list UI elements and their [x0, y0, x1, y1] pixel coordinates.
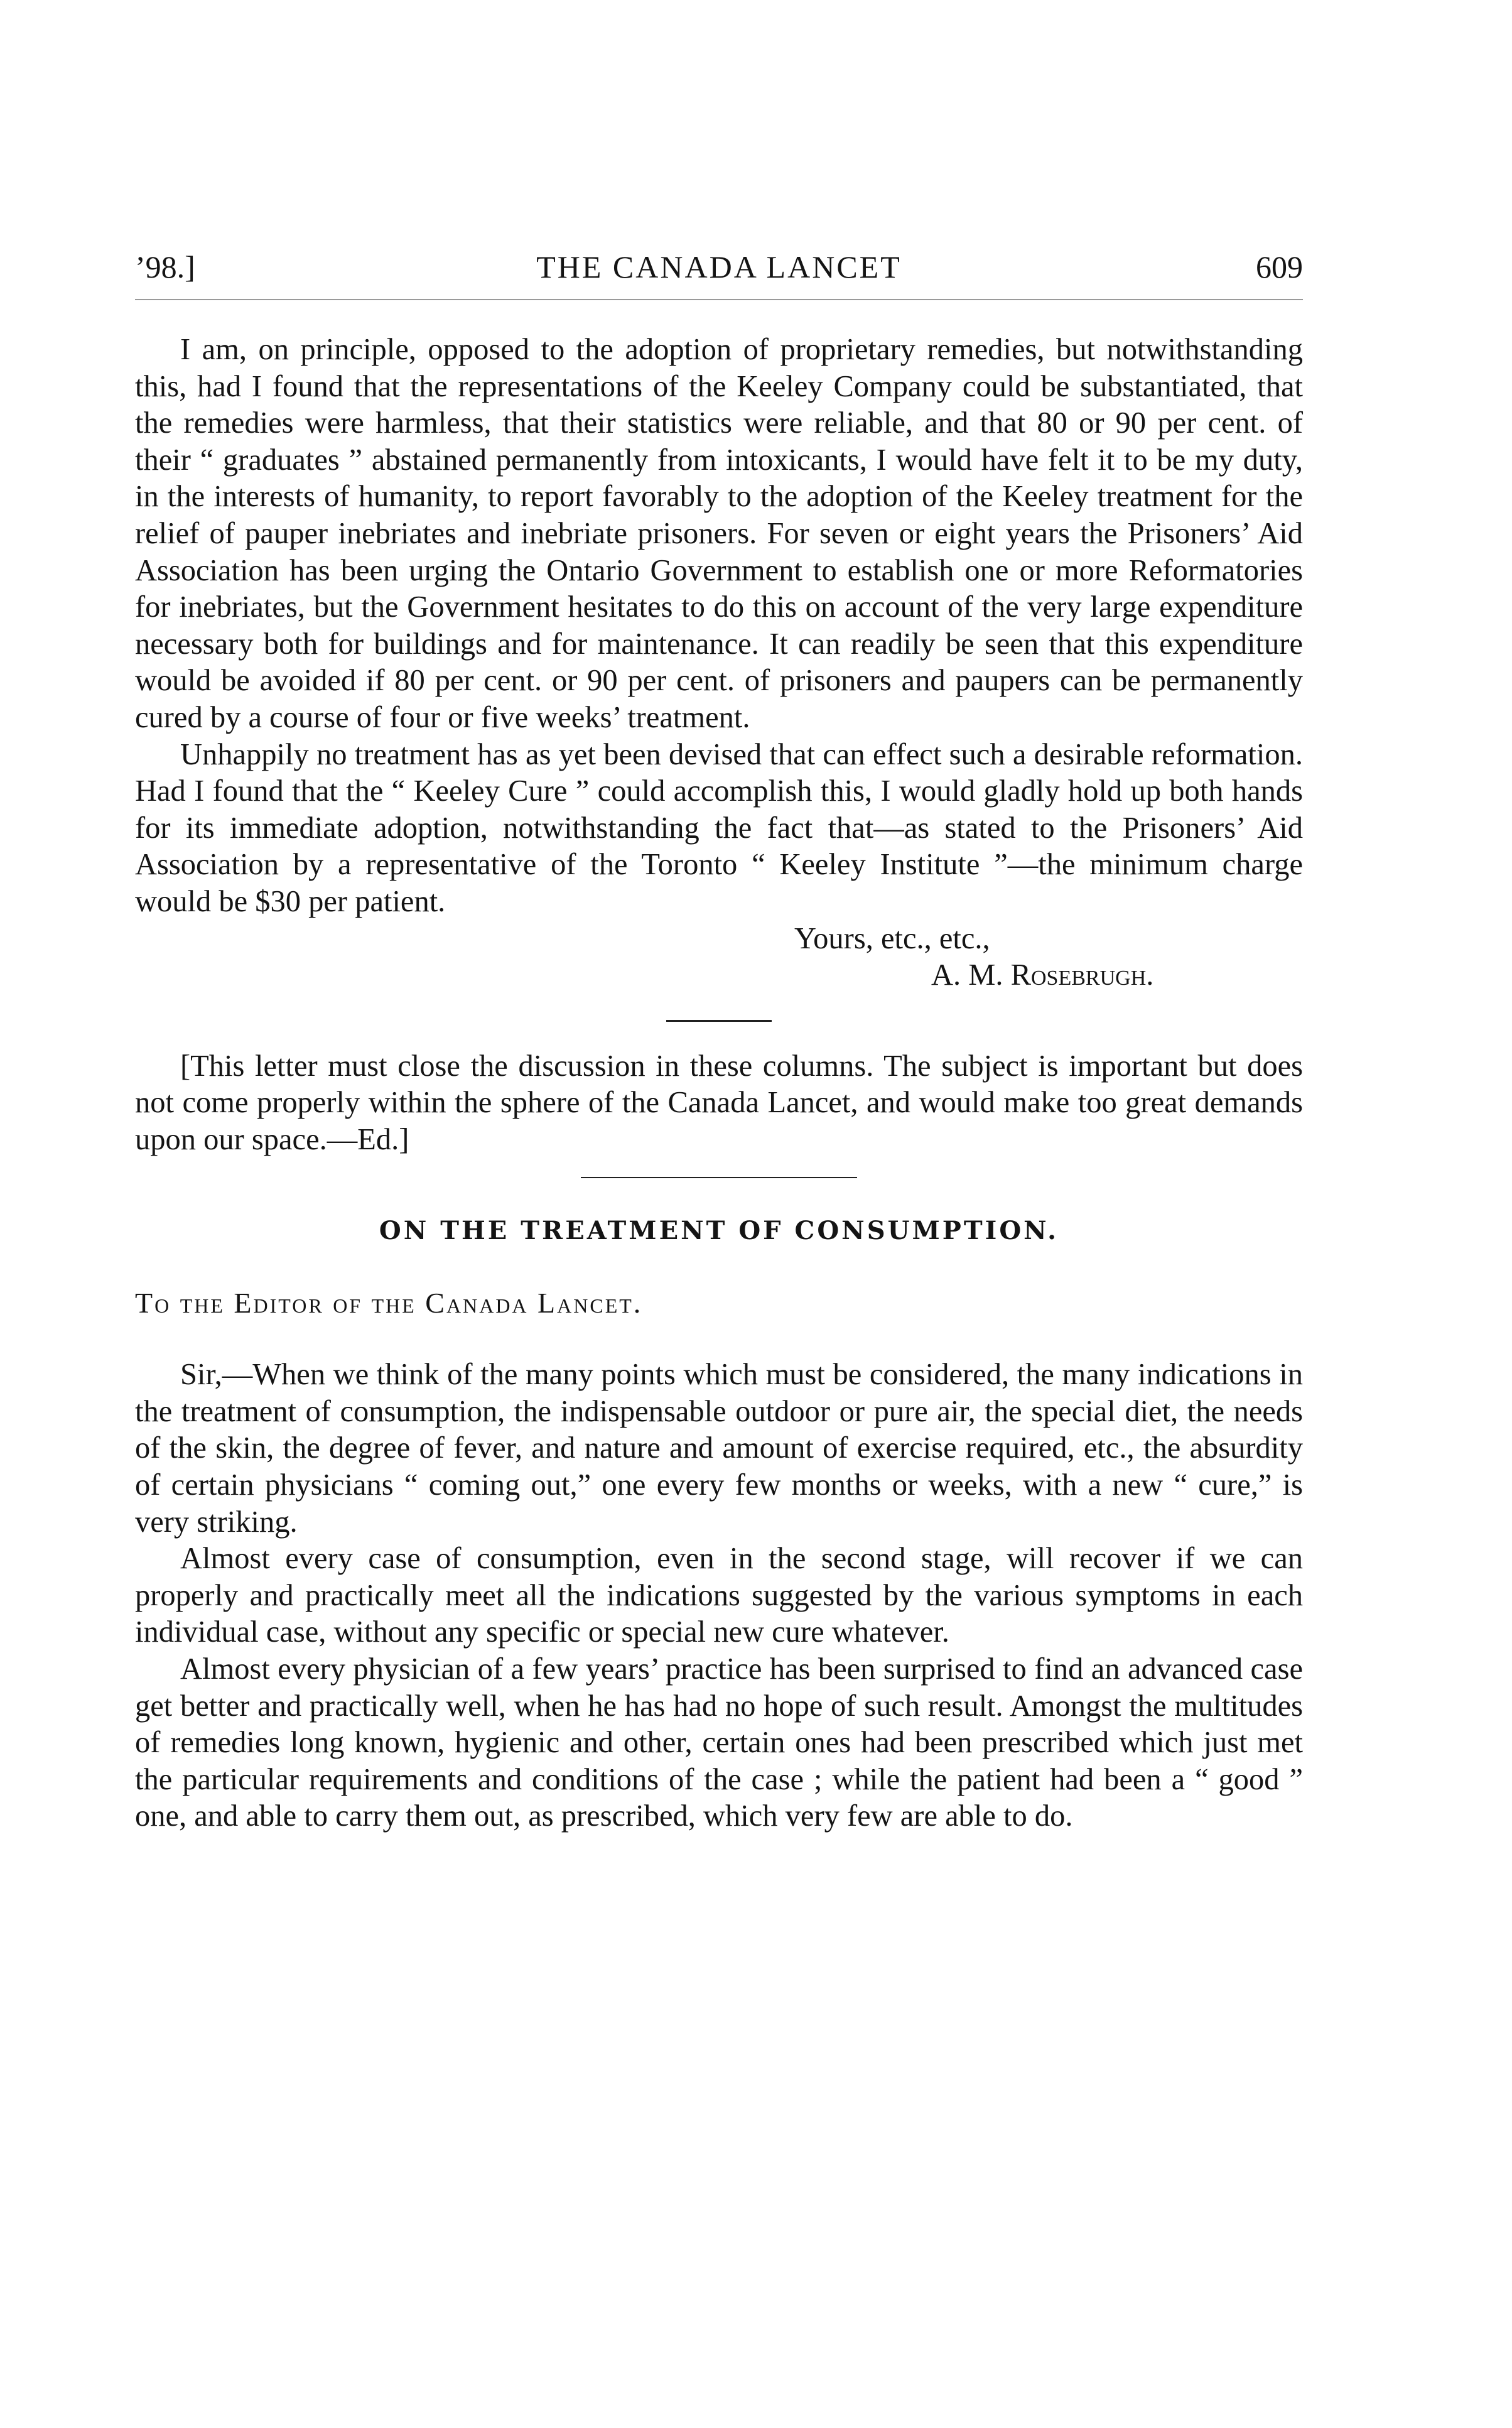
- article-body: [135, 1357, 1303, 1835]
- section-divider: [666, 1020, 772, 1022]
- editor-note: [135, 1048, 1303, 1159]
- article-paragraph: Almost every physician of a few years’ practice has been surprised to find an advanced case get better and practically well, when he has had no hope of such result. Amongst the multitudes of remedies long known, hygienic and other, certain ones had been prescribed which just met the particular requirements and conditions of the case ; while the patient had been a “ good ” one, and able to carry them out, as prescribed, which very few are able to do.: [135, 1652, 1303, 1833]
- header-volume-year: ’98.]: [135, 249, 195, 285]
- article-paragraph: Almost every case of consumption, even in the second stage, will recover if we can properly and practically meet all the indications suggested by the various symptoms in each individual case, without any specific or special new cure whatever.: [135, 1542, 1303, 1649]
- letter-continuation: [135, 332, 1303, 921]
- editor-note-text: [This letter must close the discussion in these columns. The subject is important but does not come properly within the sphere of the Canada Lancet, and would make too great demands upon our space.—Ed.]: [135, 1049, 1303, 1156]
- letter-signoff: [135, 921, 1303, 995]
- article-paragraph: Sir,—When we think of the many points which must be considered, the many indications in the treatment of consumption, the indispensable outdoor or pure air, the special diet, the needs of the skin, the degree of fever, and nature and amount of exercise required, etc., the absurdity of certain physicians “ coming out,” one every few months or weeks, with a new “ cure,” is very striking.: [135, 1358, 1303, 1539]
- letter-signature: A. M. Rosebrugh.: [931, 958, 1154, 992]
- page: [135, 245, 1303, 1835]
- running-head: [135, 245, 1303, 289]
- page-number: 609: [1256, 249, 1303, 285]
- article-salutation: To the Editor of the Canada Lancet.: [135, 1287, 643, 1320]
- section-divider: [581, 1177, 857, 1178]
- letter-paragraph: I am, on principle, opposed to the adoption of proprietary remedies, but notwithstanding this, had I found that the representations of the Keeley Company could be substantiated, that the remedies were harmless, that their statistics were reliable, and that 80 or 90 per cent. of their “ graduates ” abstained permanently from intoxicants, I would have felt it to be my duty, in the interests of humanity, to report favorably to the adoption of the Keeley treatment for the relief of pauper inebriates and inebriate prisoners. For seven or eight years the Prisoners’ Aid Association has been urging the Ontario Government to establish one or more Reformatories for inebriates, but the Government hesitates to do this on account of the very large expenditure necessary both for buildings and for maintenance. It can readily be seen that this expenditure would be avoided if 80 per cent. or 90 per cent. of prisoners and paupers can be permanently cured by a course of four or five weeks’ treatment.: [135, 333, 1303, 734]
- letter-paragraph: Unhappily no treatment has as yet been devised that can effect such a desirable reformation. Had I found that the “ Keeley Cure ” could accomplish this, I would gladly hold up both hands for its immediate adoption, notwithstanding the fact that—as stated to the Prisoners’ Aid Association by a representative of the Toronto “ Keeley Institute ”—the minimum charge would be $30 per patient.: [135, 737, 1303, 918]
- article-title: ON THE TREATMENT OF CONSUMPTION.: [379, 1216, 1059, 1246]
- letter-closing: Yours, etc., etc.,: [794, 921, 990, 955]
- header-rule: [135, 299, 1303, 300]
- journal-title: THE CANADA LANCET: [536, 249, 902, 285]
